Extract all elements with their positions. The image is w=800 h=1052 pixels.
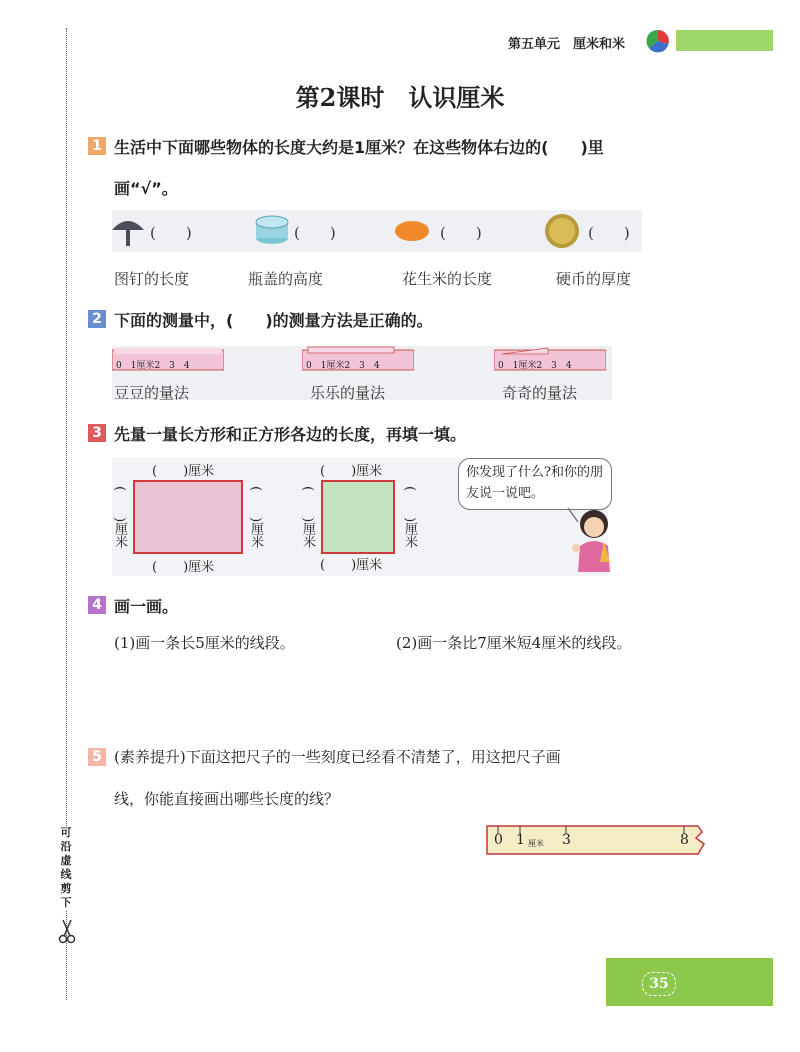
q1-number: 1	[88, 137, 106, 155]
girl-icon	[560, 502, 614, 574]
q1-item-label-3: 花生米的长度	[402, 270, 493, 288]
ruler-1-ticks: 0 1厘米2 3 4	[116, 361, 190, 371]
q4-sub1: (1)画一条长5厘米的线段。	[114, 634, 295, 652]
q3-number: 3	[88, 424, 106, 442]
q4-number: 4	[88, 596, 106, 614]
q1-answer-blank-3[interactable]: ( )	[440, 224, 482, 242]
q1-text-line1: 生活中下面哪些物体的长度大约是1厘米？在这些物体右边的( )里	[114, 138, 604, 157]
q5-ruler-unit: 厘米	[528, 839, 544, 848]
square-shape	[321, 480, 395, 554]
pie-chart-icon	[646, 29, 670, 53]
q5-number: 5	[88, 748, 106, 766]
square-left-blank[interactable]: ( )厘米	[300, 486, 315, 549]
thumbtack-icon	[110, 212, 146, 248]
q5-ruler-label-0: 0	[494, 832, 503, 848]
q2-label-qiqi: 奇奇的量法	[502, 384, 578, 402]
bottle-cap-icon	[254, 214, 290, 246]
q5-ruler-label-8: 8	[680, 832, 689, 848]
q4-answer-area-2[interactable]	[396, 660, 716, 730]
page-number-box	[606, 958, 773, 1006]
scissors-icon	[58, 918, 76, 944]
square-right-blank[interactable]: ( )厘米	[402, 486, 417, 549]
header-bar	[676, 30, 773, 51]
q4-sub2: (2)画一条比7厘米短4厘米的线段。	[396, 634, 632, 652]
q1-answer-blank-4[interactable]: ( )	[588, 224, 630, 242]
q1-item-label-4: 硬币的厚度	[556, 270, 632, 288]
q5-ruler-label-3: 3	[562, 832, 571, 848]
q4-text: 画一画。	[114, 597, 179, 616]
q4-answer-area-1[interactable]	[114, 660, 384, 730]
q5-ruler-label-1: 1	[516, 832, 525, 848]
cut-instruction: 可沿虚线剪下	[58, 826, 74, 910]
q2-text: 下面的测量中，( )的测量方法是正确的。	[114, 311, 433, 330]
rectangle-shape	[133, 480, 243, 554]
peanut-icon	[394, 220, 430, 242]
coin-icon	[544, 213, 580, 249]
rect-right-blank[interactable]: ( )厘米	[248, 486, 263, 549]
ruler-3-ticks: 0 1厘米2 3 4	[498, 361, 572, 371]
unit-label: 第五单元 厘米和米	[508, 37, 626, 52]
q1-item-label-2: 瓶盖的高度	[248, 270, 324, 288]
square-top-blank[interactable]: ( )厘米	[320, 464, 383, 479]
q1-item-label-1: 图钉的长度	[114, 270, 190, 288]
q3-text: 先量一量长方形和正方形各边的长度，再填一填。	[114, 425, 467, 444]
q1-answer-blank-1[interactable]: ( )	[150, 224, 192, 242]
rect-bottom-blank[interactable]: ( )厘米	[152, 560, 215, 575]
q2-label-lele: 乐乐的量法	[310, 384, 386, 402]
q1-text-line2: 画“√”。	[114, 179, 178, 198]
ruler-2-ticks: 0 1厘米2 3 4	[306, 361, 380, 371]
page-number: 35	[642, 972, 676, 996]
q2-number: 2	[88, 310, 106, 328]
rect-top-blank[interactable]: ( )厘米	[152, 464, 215, 479]
speech-text: 你发现了什么?和你的朋友说一说吧。	[466, 465, 603, 501]
lesson-title: 第2课时 认识厘米	[295, 83, 505, 112]
square-bottom-blank[interactable]: ( )厘米	[320, 558, 383, 573]
q1-answer-blank-2[interactable]: ( )	[294, 224, 336, 242]
q5-text-line1: (素养提升)下面这把尺子的一些刻度已经看不清楚了，用这把尺子画	[114, 748, 561, 766]
q2-label-doudou: 豆豆的量法	[114, 384, 190, 402]
rect-left-blank[interactable]: ( )厘米	[112, 486, 127, 549]
q5-text-line2: 线，你能直接画出哪些长度的线？	[114, 790, 340, 808]
